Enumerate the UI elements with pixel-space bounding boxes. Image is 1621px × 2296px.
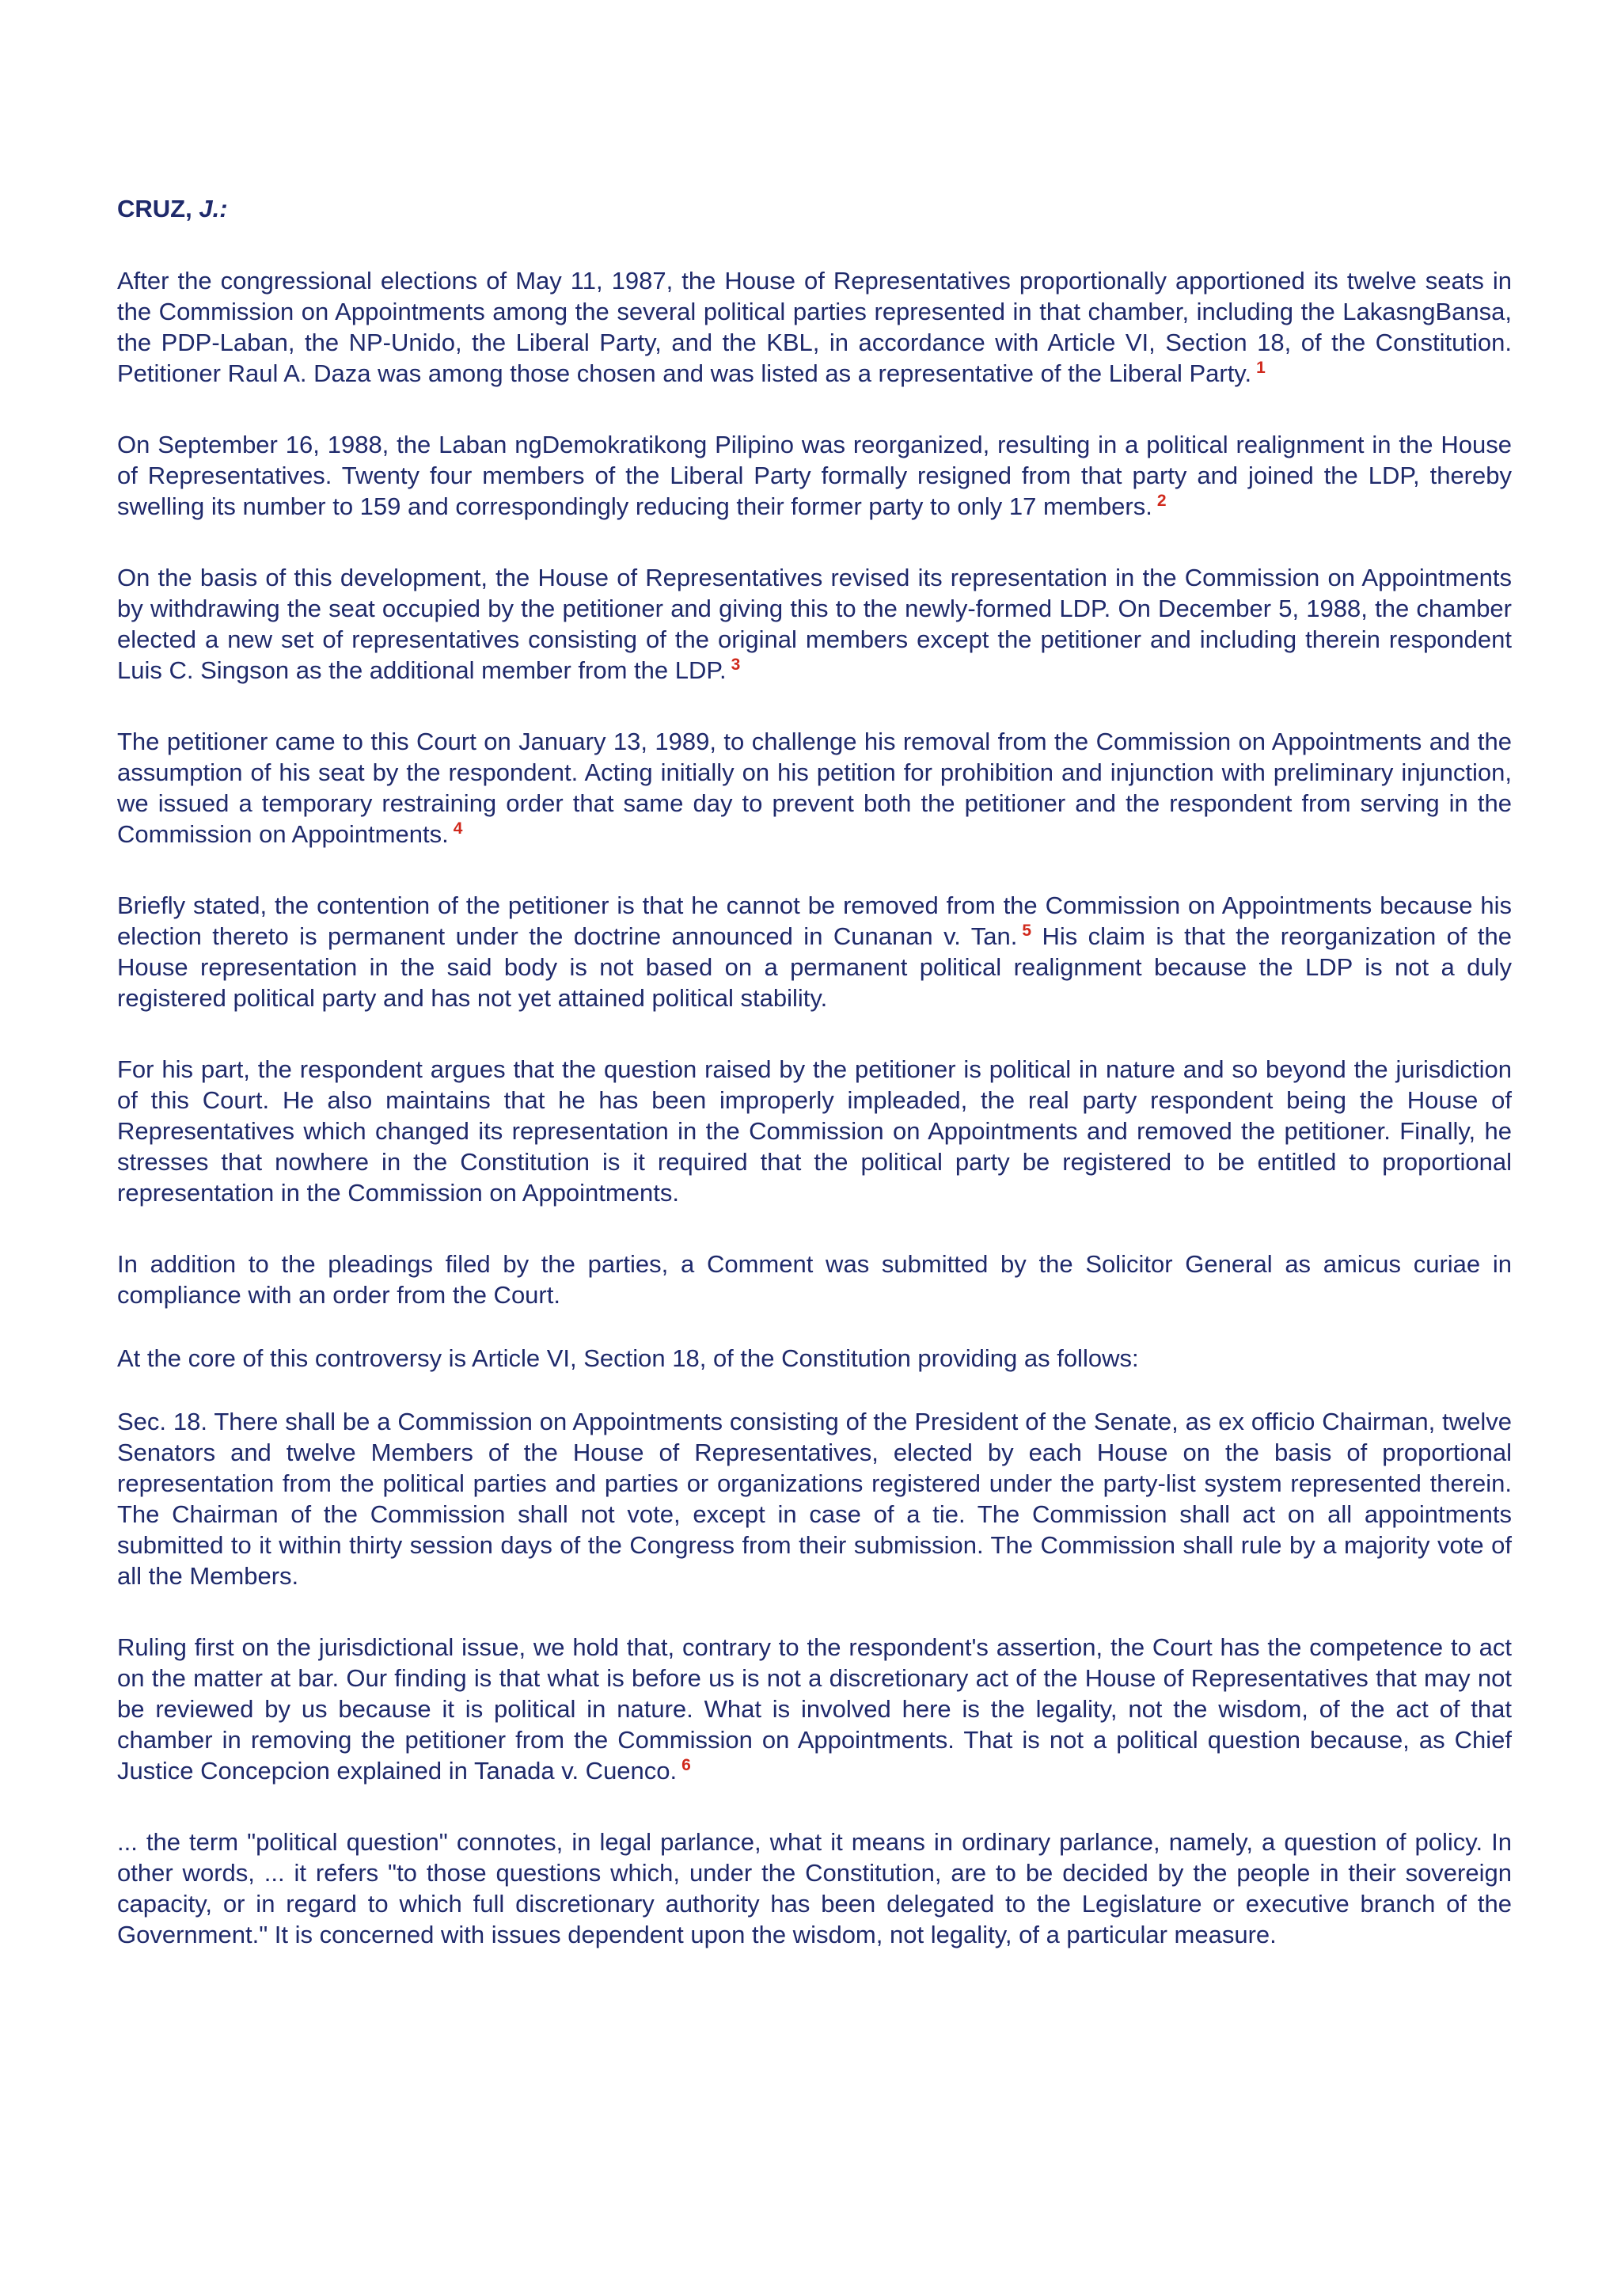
- paragraph-3: On the basis of this development, the House of Representatives revised its representation in the Commission on Appointments by withdrawing the seat occupied by the petitioner and giving this to the newly-formed LDP. On December 5, 1988, the chamber elected a new set of representatives consisting of the original members except the petitioner and including therein respondent Luis C. Singson as the additional member from the LDP. $^3$: [117, 564, 1512, 684]
- paragraph-5: Briefly stated, the contention of the petitioner is that he cannot be removed from the Commission on Appointments because his election thereto is permanent under the doctrine announced in Cunanan v. Tan. $^5$ His claim is that the reorganization of the House representation in the said body is not based on a permanent political realignment because the LDP is not a duly registered political party and has not yet attained political stability.: [117, 891, 1512, 1012]
- paragraph-2: On September 16, 1988, the Laban ngDemokratikong Pilipino was reorganized, resulting in a political realignment in the House of Representatives. Twenty four members of the Liberal Party formally resigned from that party and joined the LDP, thereby swelling its number to 159 and correspondingly reducing their former party to only 17 members. $^2$: [117, 431, 1512, 520]
- political-question-quote: ... the term "political question" connotes, in legal parlance, what it means in ordinary parlance, namely, a question of policy. In other words, ... it refers "to those questions which, under the Constitution, are to be decided by the people in their sovereign capacity, or in regard to which full discretionary authority has been delegated to the Legislature or executive branch of the Government." It is concerned with issues dependent upon the wisdom, not legality, of a particular measure.: [117, 1828, 1512, 1948]
- paragraph-6: For his part, the respondent argues that the question raised by the petitioner is political in nature and so beyond the jurisdiction of this Court. He also maintains that he has been improperly impleaded, the real party respondent being the House of Representatives which changed its representation in the Commission on Appointments and removed the petitioner. Finally, he stresses that nowhere in the Constitution is it required that the political party be registered to be entitled to proportional representation in the Commission on Appointments.: [117, 1055, 1512, 1207]
- ponente-name: CRUZ,: [117, 195, 192, 222]
- paragraph-4: The petitioner came to this Court on January 13, 1989, to challenge his removal from the Commission on Appointments and the assumption of his seat by the respondent. Acting initially on his petition for prohibition and injunction with preliminary injunction, we issued a temporary restraining order that same day to prevent both the petitioner and the respondent from serving in the Commission on Appointments. $^4$: [117, 728, 1512, 848]
- footnote-ref-2[interactable]: 2: [1156, 491, 1167, 510]
- constitution-quote: Sec. 18. There shall be a Commission on Appointments consisting of the President of the Senate, as ex officio Chairman, twelve Senators and twelve Members of the House of Representatives, elected by each House on the basis of proportional representation from the political parties and parties or organizations registered under the party-list system represented therein. The Chairman of the Commission shall not vote, except in case of a tie. The Commission shall act on all appointments submitted to it within thirty session days of the Congress from their submission. The Commission shall rule by a majority vote of all the Members.: [117, 1408, 1512, 1590]
- paragraph-1: After the congressional elections of May 11, 1987, the House of Representatives proportionally apportioned its twelve seats in the Commission on Appointments among the several political parties represented in that chamber, including the LakasngBansa, the PDP-Laban, the NP-Unido, the Liberal Party, and the KBL, in accordance with Article VI, Section 18, of the Constitution. Petitioner Raul A. Daza was among those chosen and was listed as a representative of the Liberal Party. $^1$: [117, 267, 1512, 387]
- footnote-ref-5[interactable]: 5: [1022, 921, 1032, 940]
- ponente-heading: [117, 193, 1512, 224]
- footnote-ref-1[interactable]: 1: [1256, 358, 1266, 377]
- decision-body: [117, 193, 1512, 1990]
- paragraph-8: At the core of this controversy is Article VI, Section 18, of the Constitution providing as follows:: [117, 1344, 1139, 1372]
- footnote-ref-3[interactable]: 3: [731, 655, 741, 674]
- paragraph-10: Ruling first on the jurisdictional issue, we hold that, contrary to the respondent's assertion, the Court has the competence to act on the matter at bar. Our finding is that what is before us is not a discretionary act of the House of Representatives that may not be reviewed by us because it is political in nature. What is involved here is the legality, not the wisdom, of the act of that chamber in removing the petitioner from the Commission on Appointments. That is not a political question because, as Chief Justice Concepcion explained in Tanada v. Cuenco. $^6$: [117, 1633, 1512, 1785]
- ponente-title: J.:: [199, 195, 228, 222]
- footnote-ref-4[interactable]: 4: [453, 819, 463, 838]
- paragraph-7: In addition to the pleadings filed by the parties, a Comment was submitted by the Solicitor General as amicus curiae in compliance with an order from the Court.: [117, 1250, 1512, 1309]
- footnote-ref-6[interactable]: 6: [681, 1755, 691, 1774]
